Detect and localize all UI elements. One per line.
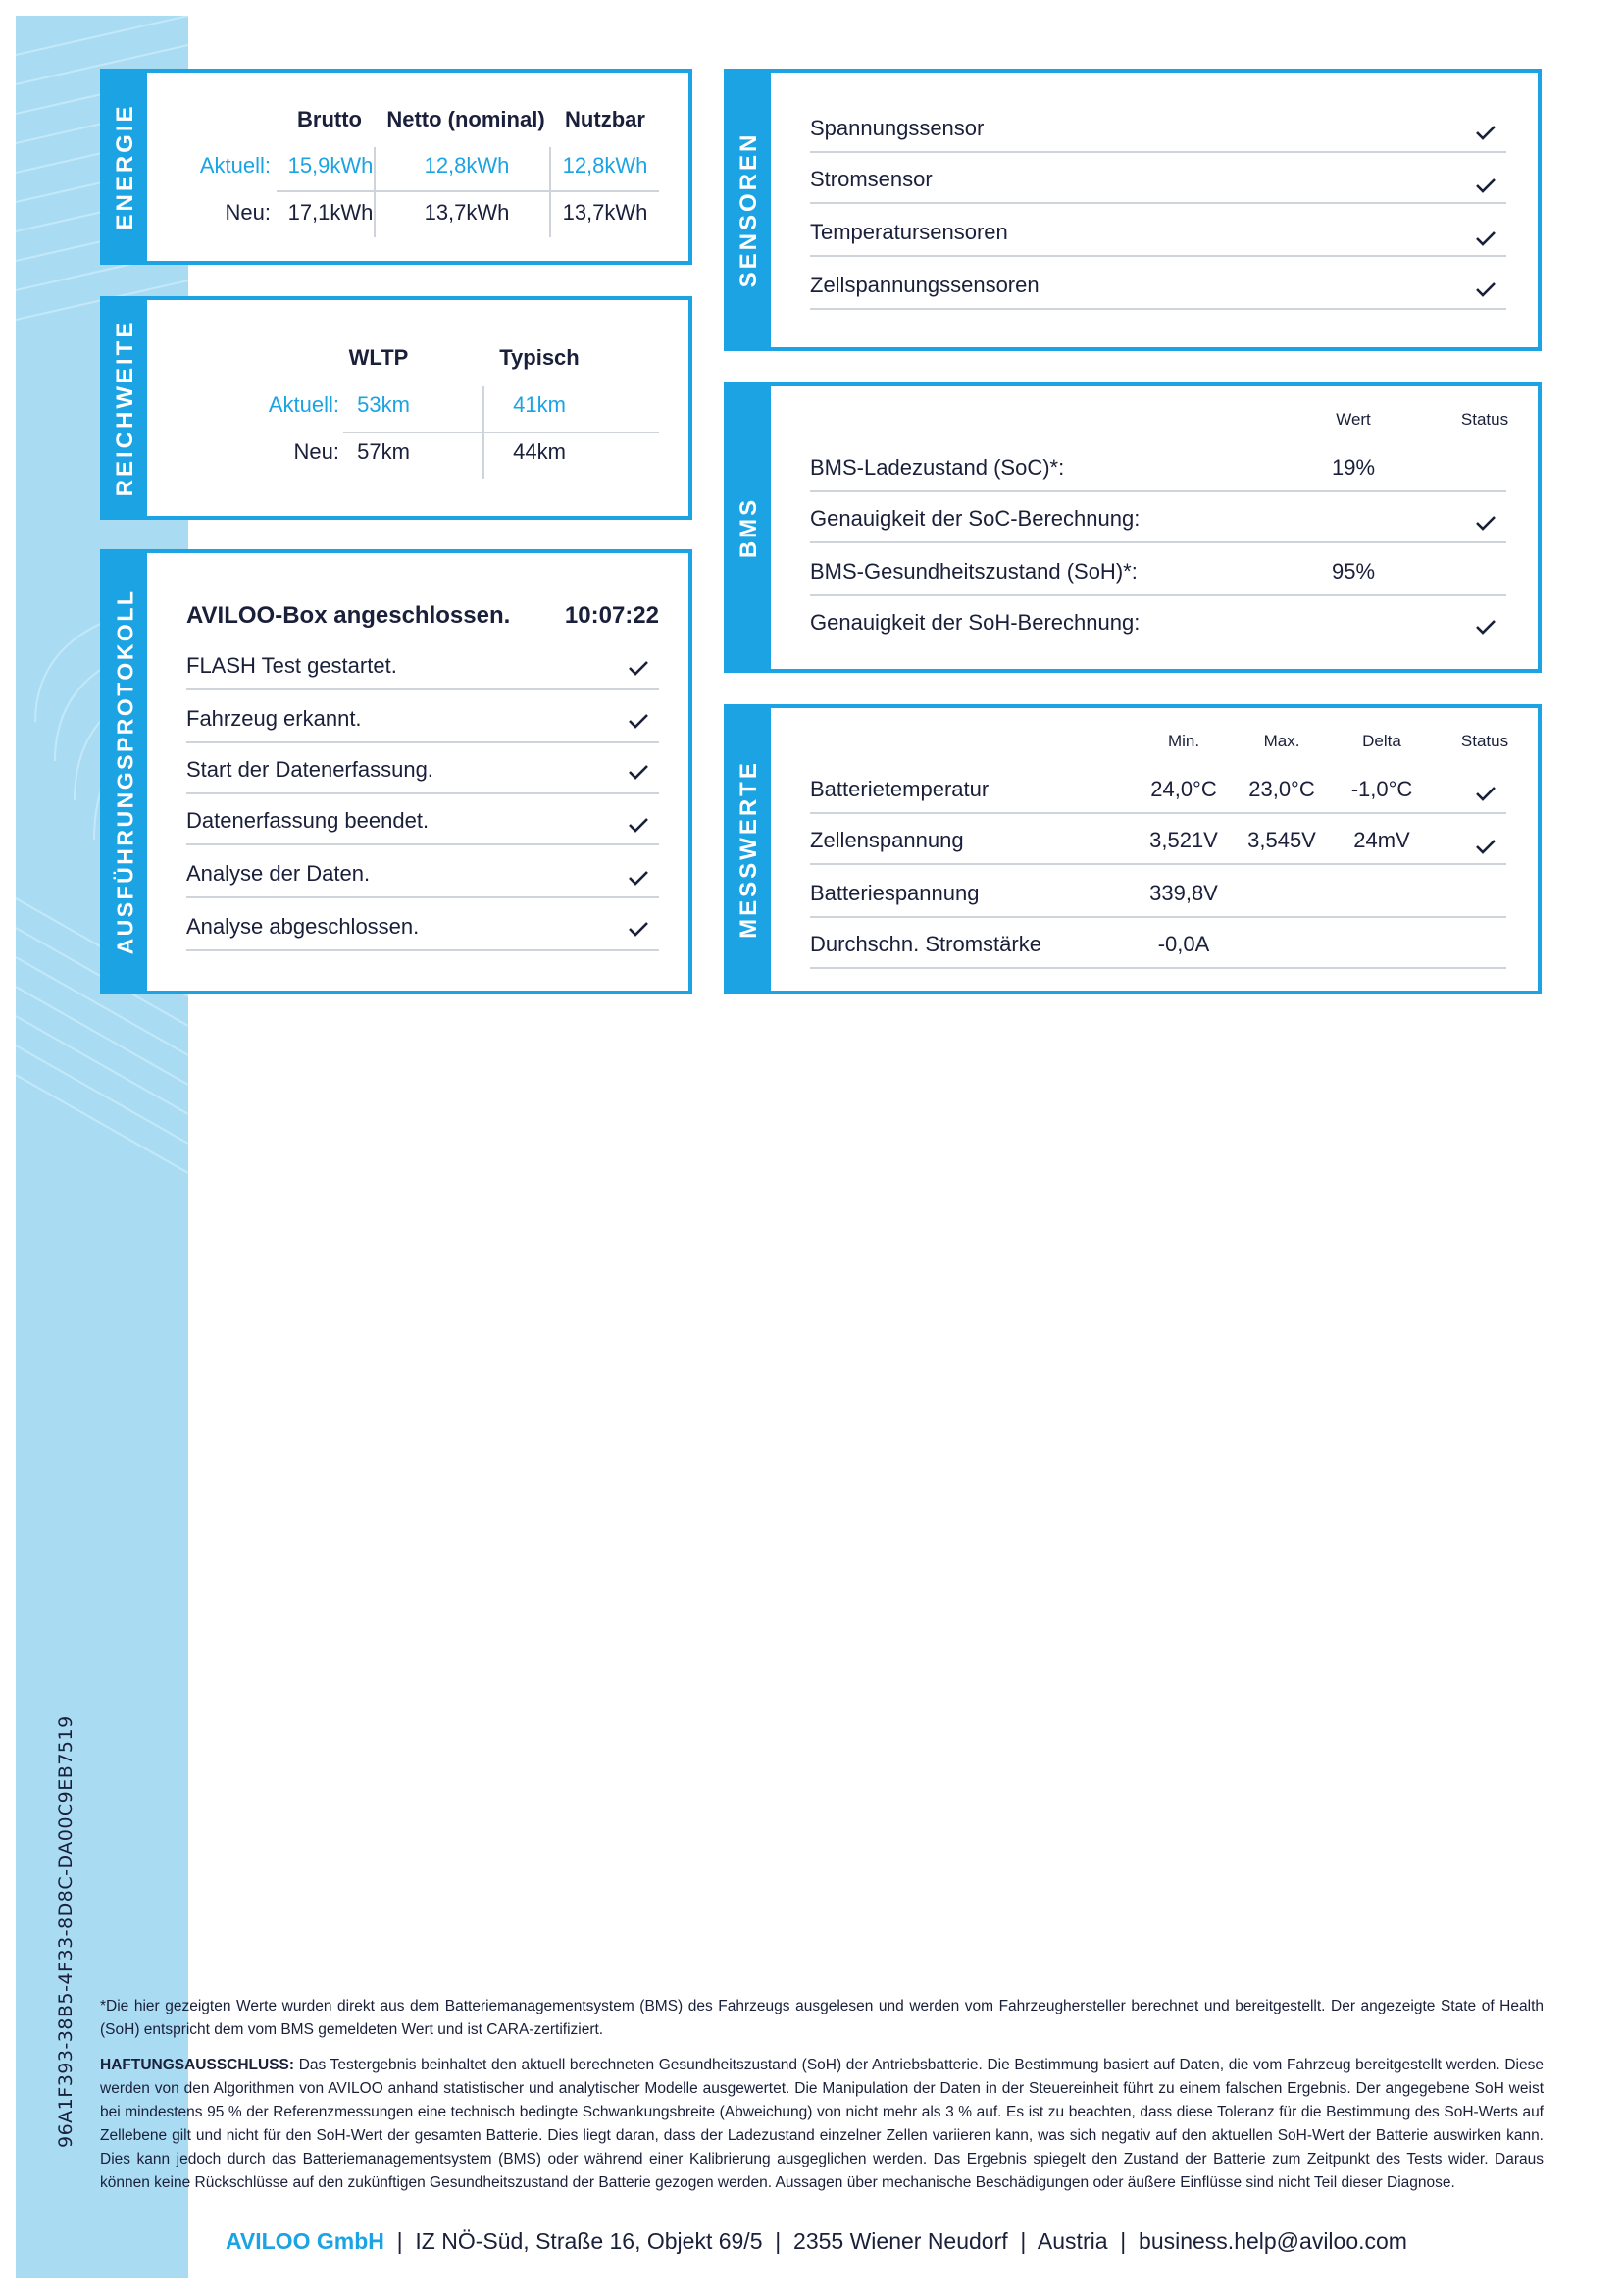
- messwerte-max: 3,545V: [1247, 828, 1316, 852]
- energie-cell: 15,9kWh: [287, 153, 374, 178]
- sensor-item: Temperatursensoren: [810, 220, 1008, 244]
- document-id-text: 96A1F393-38B5-4F33-8D8C-DA00C9EB7519: [55, 1715, 76, 2148]
- sensoren-tab: [728, 73, 771, 347]
- energie-header-netto: Netto (nominal): [386, 107, 545, 131]
- protokoll-divider: [186, 741, 659, 743]
- checkmark-icon: [1475, 280, 1497, 298]
- sensor-divider: [810, 151, 1506, 153]
- messwerte-divider: [810, 916, 1506, 918]
- soh-footnote: [100, 1995, 1544, 2042]
- reichweite-card: [100, 296, 692, 520]
- messwerte-header-status: Status: [1460, 732, 1509, 750]
- messwerte-min: 339,8V: [1149, 881, 1218, 905]
- messwerte-tab: [728, 708, 771, 991]
- protokoll-tab: [104, 553, 147, 991]
- messwerte-row-label: Zellenspannung: [810, 828, 964, 852]
- disclaimer-label: HAFTUNGSAUSSCHLUSS:: [100, 2057, 295, 2073]
- sensor-item: Stromsensor: [810, 167, 933, 191]
- messwerte-header-min: Min.: [1167, 732, 1200, 750]
- reichweite-cell: 53km: [357, 392, 410, 417]
- energie-card: [100, 69, 692, 265]
- energie-cell: 13,7kWh: [562, 200, 648, 225]
- protokoll-divider: [186, 896, 659, 898]
- energie-cell: 12,8kWh: [424, 153, 510, 178]
- checkmark-icon: [628, 712, 649, 730]
- energie-row-label: Neu:: [225, 200, 271, 225]
- energie-cell: 13,7kWh: [424, 200, 510, 225]
- footer-company: AVILOO GmbH: [226, 2228, 384, 2254]
- reichweite-title: REICHWEITE: [112, 319, 138, 497]
- checkmark-icon: [628, 659, 649, 677]
- footnote-text: *Die hier gezeigten Werte wurden direkt aus dem Batteriemanagementsystem (BMS) des Fahrzeugs ausgelesen und werden vom Fahrzeughersteller berechnet und bereitgestellt. Der angezeigte State of Health (SoH) entspricht dem vom BMS gemeldeten Wert und ist CARA-zertifiziert.: [100, 1998, 1544, 2038]
- bms-header-status: Status: [1460, 410, 1509, 429]
- reichweite-cell: 44km: [513, 439, 566, 464]
- protokoll-item: Start der Datenerfassung.: [186, 757, 433, 782]
- energie-header-brutto: Brutto: [297, 107, 362, 131]
- checkmark-icon: [628, 920, 649, 938]
- reichweite-row-label: Aktuell:: [268, 392, 339, 417]
- bms-divider: [810, 594, 1506, 596]
- checkmark-icon: [628, 869, 649, 887]
- energie-title: ENERGIE: [112, 103, 138, 230]
- footer-address: | IZ NÖ-Süd, Straße 16, Objekt 69/5 | 2355 Wiener Neudorf | Austria | business.help@aviloo.com: [383, 2228, 1407, 2254]
- energie-row-label: Aktuell:: [199, 153, 271, 178]
- sensoren-title: SENSOREN: [736, 131, 762, 288]
- checkmark-icon: [628, 816, 649, 834]
- messwerte-card: [724, 704, 1542, 994]
- protokoll-item: Analyse der Daten.: [186, 861, 371, 886]
- protokoll-divider: [186, 843, 659, 845]
- protokoll-item: Datenerfassung beendet.: [186, 808, 430, 833]
- sensor-divider: [810, 202, 1506, 204]
- energie-header-nutzbar: Nutzbar: [565, 107, 645, 131]
- disclaimer: [100, 2054, 1544, 2195]
- bms-row-label: Genauigkeit der SoC-Berechnung:: [810, 506, 1141, 531]
- checkmark-icon: [1475, 229, 1497, 247]
- protokoll-divider: [186, 949, 659, 951]
- checkmark-icon: [1475, 785, 1497, 802]
- messwerte-divider: [810, 812, 1506, 814]
- footer: [226, 2228, 1407, 2255]
- messwerte-row-label: Durchschn. Stromstärke: [810, 932, 1041, 956]
- sensor-divider: [810, 308, 1506, 310]
- messwerte-divider: [810, 967, 1506, 969]
- bms-tab: [728, 386, 771, 669]
- protokoll-time: 10:07:22: [564, 602, 659, 629]
- protokoll-divider: [186, 792, 659, 794]
- messwerte-header-max: Max.: [1263, 732, 1300, 750]
- bms-row-label: BMS-Ladezustand (SoC)*:: [810, 455, 1065, 480]
- protokoll-item: Analyse abgeschlossen.: [186, 914, 420, 939]
- messwerte-delta: -1,0°C: [1350, 777, 1413, 801]
- bms-row-value: 95%: [1331, 559, 1376, 584]
- messwerte-min: 3,521V: [1149, 828, 1218, 852]
- checkmark-icon: [1475, 838, 1497, 855]
- protokoll-item: FLASH Test gestartet.: [186, 653, 397, 678]
- checkmark-icon: [1475, 124, 1497, 141]
- protokoll-title: AUSFÜHRUNGSPROTOKOLL: [112, 588, 138, 955]
- messwerte-row-label: Batteriespannung: [810, 881, 980, 905]
- messwerte-header-delta: Delta: [1362, 732, 1401, 750]
- sensor-divider: [810, 255, 1506, 257]
- messwerte-min: -0,0A: [1157, 932, 1210, 956]
- bms-card: [724, 382, 1542, 673]
- bms-divider: [810, 490, 1506, 492]
- checkmark-icon: [1475, 618, 1497, 636]
- sensor-item: Spannungssensor: [810, 116, 985, 140]
- messwerte-delta: 24mV: [1353, 828, 1410, 852]
- checkmark-icon: [1475, 177, 1497, 194]
- bms-row-value: 19%: [1331, 455, 1376, 480]
- messwerte-title: MESSWERTE: [736, 760, 762, 939]
- energie-row-divider: [277, 190, 659, 192]
- reichweite-header-typisch: Typisch: [499, 345, 580, 370]
- bms-title: BMS: [736, 496, 762, 559]
- reichweite-header-wltp: WLTP: [348, 345, 409, 370]
- reichweite-row-label: Neu:: [293, 439, 339, 464]
- checkmark-icon: [628, 763, 649, 781]
- messwerte-max: 23,0°C: [1248, 777, 1315, 801]
- energie-cell: 17,1kWh: [287, 200, 374, 225]
- protokoll-card: [100, 549, 692, 994]
- bms-header-wert: Wert: [1336, 410, 1371, 429]
- sensor-item: Zellspannungssensoren: [810, 273, 1040, 297]
- messwerte-min: 24,0°C: [1150, 777, 1217, 801]
- messwerte-divider: [810, 863, 1506, 865]
- disclaimer-text: Das Testergebnis beinhaltet den aktuell berechneten Gesundheitszustand (SoH) der Antriebsbatterie. Die Bestimmung basiert auf Daten, die vom Fahrzeug bereitgestellt werden. Diese werden von den Algorithmen von AVILOO anhand statistischer und analytischer Modelle ausgewertet. Die Manipulation der Daten in der Steuereinheit führt zu einem falschen Ergebnis. Der angegebene SoH weist bei mindestens 95 % der Referenzmessungen eine technisch bedingte Schwankungsbreite (Abweichung) von nicht mehr als 3 % auf. Es ist zu beachten, dass diese Toleranz für die Bestimmung des SoH-Werts auf Zellebene gilt und nicht für den SoH-Wert der gesamten Batterie. Dies liegt daran, dass der Ladezustand einzelner Zellen variieren kann, was sich negativ auf den aktuellen SoH-Wert der Batterie auswirken kann. Dies kann jedoch durch das Batteriemanagementsystem (BMS) oder während einer Kalibrierung ausgeglichen werden. Das Ergebnis spiegelt den Zustand der Batterie zum Zeitpunkt des Tests wider. Daraus können keine Rückschlüsse auf den zukünftigen Gesundheitszustand der Batterie gezogen werden. Aussagen über mechanische Beschädigungen oder äußere Einflüsse sind nicht Teil dieser Diagnose.: [100, 2057, 1544, 2191]
- bms-row-label: Genauigkeit der SoH-Berechnung:: [810, 610, 1141, 635]
- energie-cell: 12,8kWh: [562, 153, 648, 178]
- protokoll-divider: [186, 688, 659, 690]
- reichweite-cell: 41km: [513, 392, 566, 417]
- protokoll-heading: AVILOO-Box angeschlossen.: [186, 602, 511, 629]
- protokoll-item: Fahrzeug erkannt.: [186, 706, 362, 731]
- reichweite-cell: 57km: [357, 439, 410, 464]
- bms-divider: [810, 541, 1506, 543]
- messwerte-row-label: Batterietemperatur: [810, 777, 990, 801]
- sensoren-card: [724, 69, 1542, 351]
- reichweite-row-divider: [343, 432, 659, 433]
- bms-row-label: BMS-Gesundheitszustand (SoH)*:: [810, 559, 1138, 584]
- checkmark-icon: [1475, 514, 1497, 532]
- reichweite-tab: [104, 300, 147, 516]
